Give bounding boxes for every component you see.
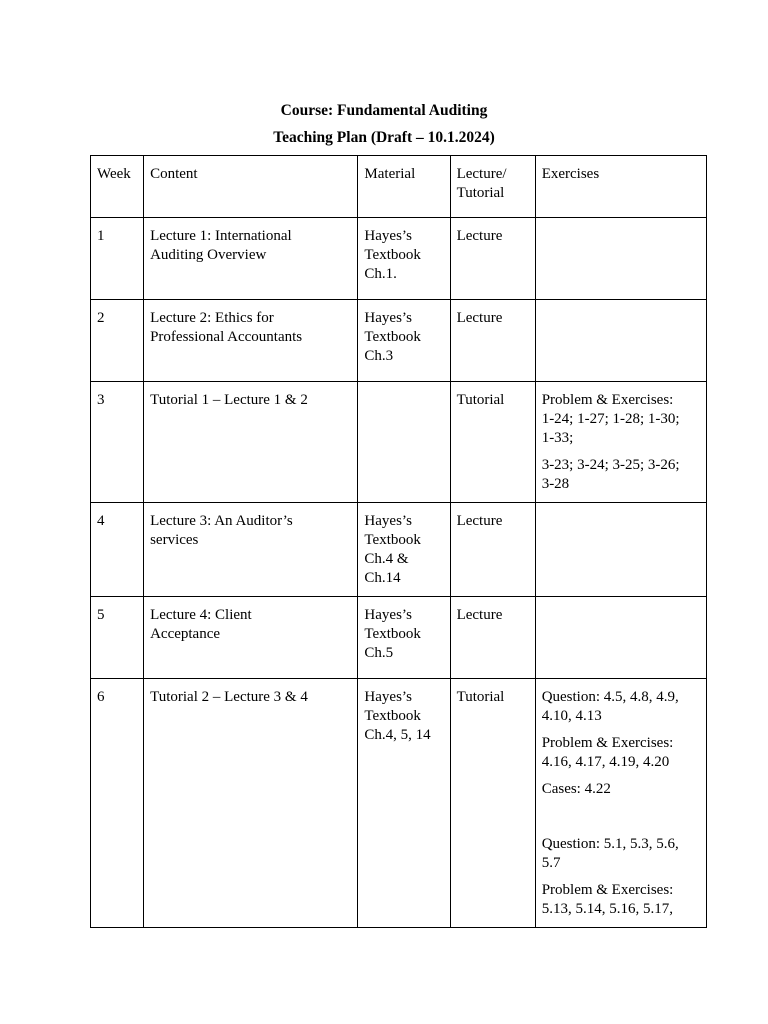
exercises-cell [535, 300, 706, 382]
exercises-cell [535, 597, 706, 679]
type-cell: Tutorial [450, 679, 535, 928]
teaching-plan-table [90, 155, 707, 928]
content-line: Lecture 4: Client [150, 607, 252, 623]
lecture-tutorial-header-line2: Tutorial [456, 185, 505, 201]
content-line: Acceptance [150, 626, 221, 642]
exercise-line: 3-23; 3-24; 3-25; 3-26; [541, 457, 680, 473]
material-line: Ch.5 [364, 645, 394, 661]
content-cell [144, 300, 358, 382]
week-cell: 1 [91, 218, 144, 300]
material-line: Hayes’s [364, 513, 412, 529]
material-line: Hayes’s [364, 228, 412, 244]
exercises-cell [535, 679, 706, 928]
exercise-line: 4.16, 4.17, 4.19, 4.20 [541, 754, 670, 770]
exercise-line: 5.7 [541, 855, 561, 871]
week-header: Week [91, 156, 144, 218]
material-cell [358, 679, 450, 928]
type-cell: Lecture [450, 218, 535, 300]
material-cell [358, 597, 450, 679]
material-line: Ch.3 [364, 348, 394, 364]
material-line: Hayes’s [364, 689, 412, 705]
content-line: Professional Accountants [150, 329, 303, 345]
exercise-line: 1-24; 1-27; 1-28; 1-30; [541, 411, 680, 427]
content-cell [144, 597, 358, 679]
type-cell: Lecture [450, 503, 535, 597]
content-header: Content [144, 156, 358, 218]
material-cell [358, 218, 450, 300]
material-line: Hayes’s [364, 607, 412, 623]
exercise-block [542, 835, 700, 873]
plan-title: Teaching Plan (Draft – 10.1.2024) [273, 129, 495, 146]
material-line: Textbook [364, 532, 421, 548]
content-line: Tutorial 2 – Lecture 3 & 4 [150, 689, 308, 705]
content-line: Lecture 1: International [150, 228, 292, 244]
exercises-cell [535, 382, 706, 503]
material-line: Ch.14 [364, 570, 401, 586]
content-cell [144, 679, 358, 928]
exercise-block [542, 881, 700, 919]
content-line: services [150, 532, 199, 548]
exercise-line: Problem & Exercises: [541, 735, 674, 751]
exercise-line: Question: 5.1, 5.3, 5.6, [541, 836, 679, 852]
exercise-block [542, 688, 700, 726]
material-line: Textbook [364, 247, 421, 263]
exercise-block [542, 780, 700, 799]
exercise-line: 1-33; [541, 430, 574, 446]
material-line: Textbook [364, 708, 421, 724]
exercises-cell [535, 218, 706, 300]
material-line: Textbook [364, 626, 421, 642]
exercise-line: Question: 4.5, 4.8, 4.9, [541, 689, 679, 705]
exercise-block [542, 734, 700, 772]
week-cell: 3 [91, 382, 144, 503]
lecture-tutorial-header [450, 156, 535, 218]
table-row [91, 679, 707, 928]
week-cell: 6 [91, 679, 144, 928]
lecture-tutorial-header-line1: Lecture/ [456, 166, 507, 182]
material-line: Ch.4 & [364, 551, 409, 567]
week-cell: 2 [91, 300, 144, 382]
table-row [91, 382, 707, 503]
material-line: Ch.4, 5, 14 [364, 727, 431, 743]
type-cell: Lecture [450, 300, 535, 382]
exercise-line: Problem & Exercises: [541, 882, 674, 898]
content-line: Lecture 2: Ethics for [150, 310, 274, 326]
content-cell [144, 503, 358, 597]
table-row [91, 300, 707, 382]
table-row [91, 597, 707, 679]
content-line: Auditing Overview [150, 247, 267, 263]
content-cell [144, 218, 358, 300]
material-line: Textbook [364, 329, 421, 345]
material-line: Ch.1. [364, 266, 397, 282]
material-header: Material [358, 156, 450, 218]
course-title: Course: Fundamental Auditing [280, 102, 488, 119]
material-cell [358, 300, 450, 382]
type-cell: Lecture [450, 597, 535, 679]
week-cell: 4 [91, 503, 144, 597]
table-header-row [91, 156, 707, 218]
material-cell [358, 503, 450, 597]
material-cell [358, 382, 450, 503]
type-cell: Tutorial [450, 382, 535, 503]
table-row [91, 218, 707, 300]
content-line: Tutorial 1 – Lecture 1 & 2 [150, 392, 308, 408]
exercise-line: 4.10, 4.13 [541, 708, 602, 724]
spacer [542, 807, 700, 835]
exercise-line: 5.13, 5.14, 5.16, 5.17, [541, 901, 673, 917]
exercise-block [542, 456, 700, 494]
material-line: Hayes’s [364, 310, 412, 326]
exercises-cell [535, 503, 706, 597]
exercise-line: Cases: 4.22 [541, 781, 611, 797]
table-row [91, 503, 707, 597]
exercises-header: Exercises [535, 156, 706, 218]
exercise-block [542, 391, 700, 448]
content-line: Lecture 3: An Auditor’s [150, 513, 293, 529]
content-cell [144, 382, 358, 503]
week-cell: 5 [91, 597, 144, 679]
exercise-line: 3-28 [541, 476, 570, 492]
exercise-line: Problem & Exercises: [541, 392, 674, 408]
